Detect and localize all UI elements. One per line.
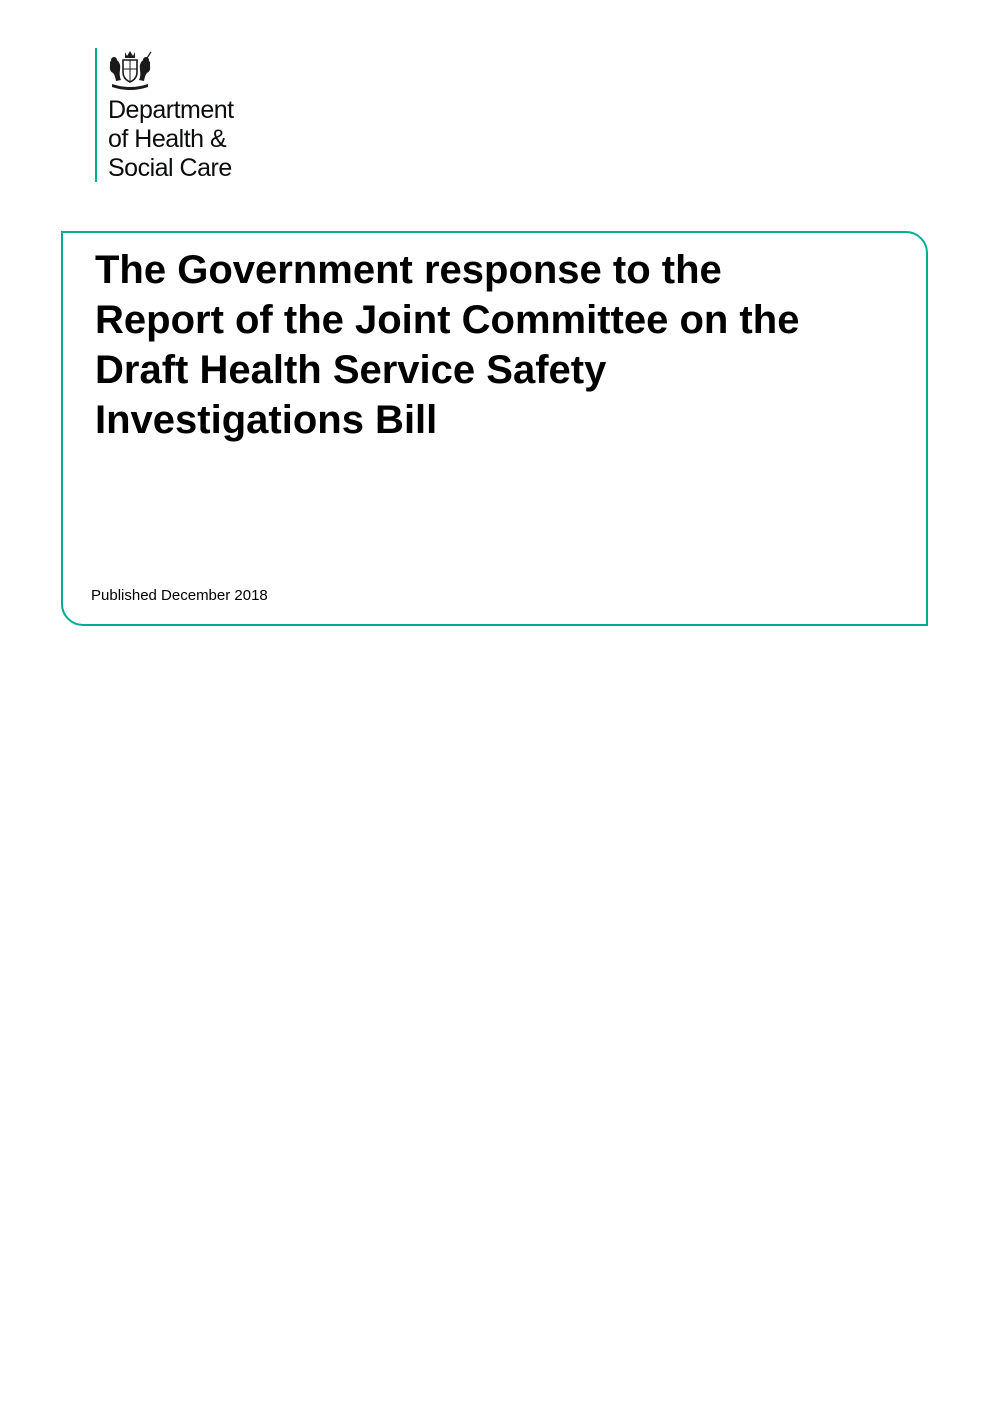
logo-accent-rule [95,48,97,182]
document-title-line: Draft Health Service Safety [95,348,607,392]
document-title-line: Report of the Joint Committee on the [95,298,800,342]
document-title-line: Investigations Bill [95,398,438,442]
document-title-line: The Government response to the [95,248,722,292]
department-name-line: of Health & [108,125,227,153]
publication-date: Published December 2018 [91,587,268,604]
department-name [108,96,234,183]
title-panel [61,231,928,626]
department-logo [95,48,295,183]
department-name-line: Department [108,96,234,124]
document-title [95,245,885,445]
royal-coat-of-arms-icon [106,50,154,90]
department-name-line: Social Care [108,154,232,182]
